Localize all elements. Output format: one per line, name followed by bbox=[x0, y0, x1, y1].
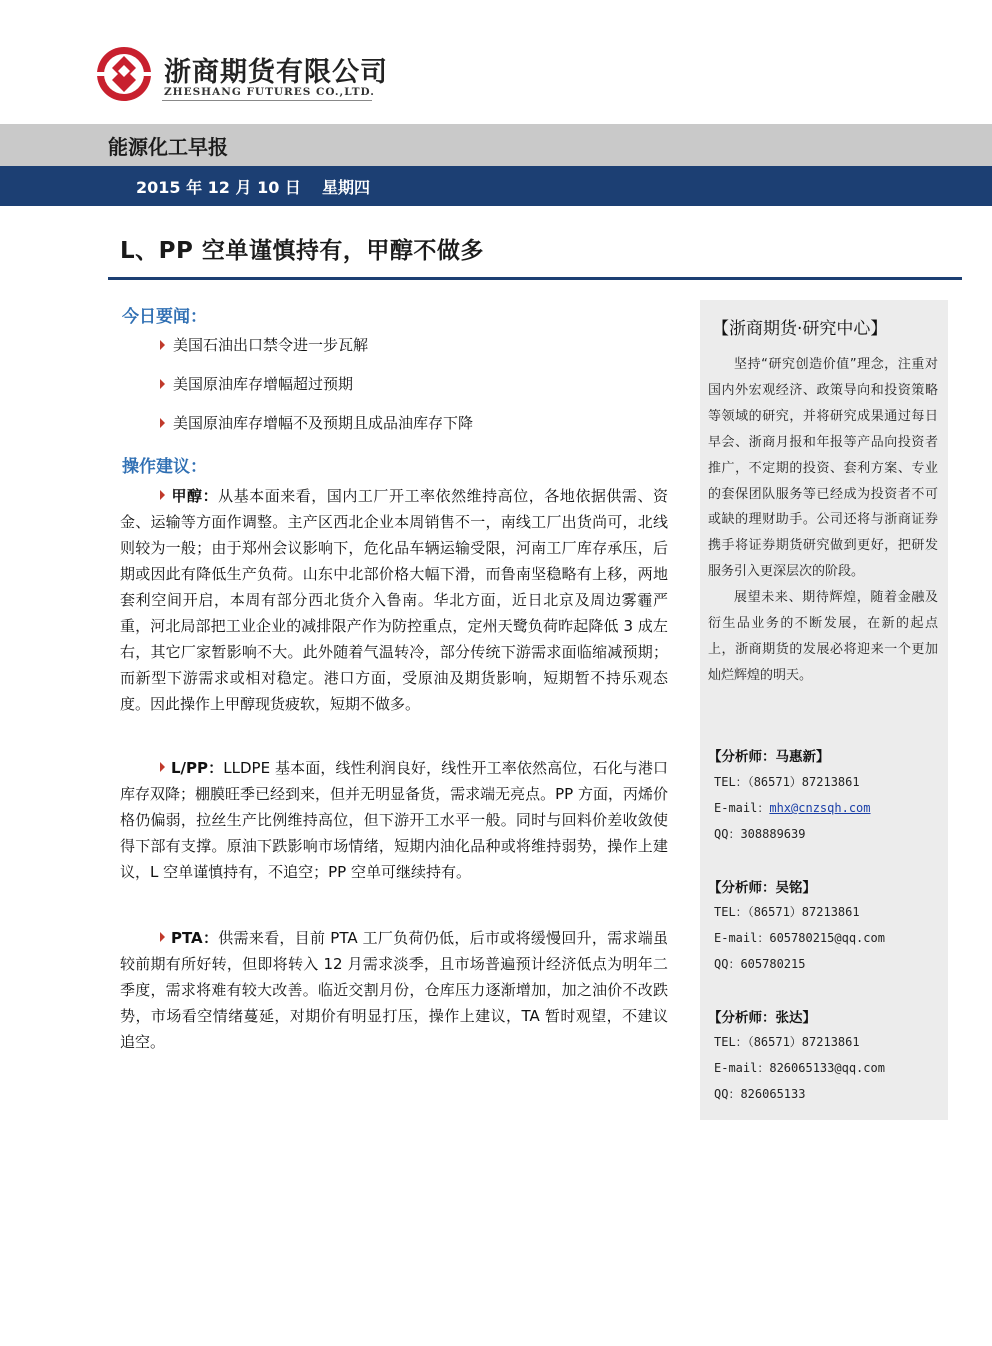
news-item bbox=[160, 334, 368, 355]
methanol-label: 甲醇： bbox=[171, 487, 219, 505]
news-item bbox=[160, 373, 353, 394]
qq-label: QQ： bbox=[714, 1087, 741, 1101]
report-date: 2015 年 12 月 10 日 bbox=[136, 178, 301, 197]
qq-value: 826065133 bbox=[740, 1087, 806, 1101]
lpp-text: LLDPE 基本面，线性利润良好，线性开工率依然高位，石化与港口库存双降；棚膜旺季已经到来，但并无明显备货，需求端无亮点。PP 方面，丙烯价格仍偏弱，拉丝生产比例维持高位，但下游开工水平一般。同时与回料价差收敛使得下部有支撑。原油下跌影响市场情绪，短期内油化品种或将维持弱势，操作上建议，L 空单谨慎持有，不追空；PP 空单可继续持有。 bbox=[120, 759, 669, 881]
email-link[interactable]: mhx@cnzsqh.com bbox=[769, 801, 871, 815]
news-item-text: 美国原油库存增幅不及预期且成品油库存下降 bbox=[173, 414, 474, 432]
analyst-name: 【分析师：马惠新】 bbox=[708, 749, 830, 765]
news-item bbox=[160, 412, 473, 433]
bullet-arrow-icon bbox=[160, 762, 165, 772]
analyst-name: 【分析师：张达】 bbox=[708, 1010, 816, 1026]
tel-label: TEL： bbox=[714, 905, 748, 919]
lpp-label: L/PP： bbox=[171, 759, 224, 777]
logo-divider bbox=[162, 100, 372, 101]
analyst-email bbox=[714, 1059, 885, 1076]
tel-label: TEL： bbox=[714, 775, 748, 789]
bullet-arrow-icon bbox=[160, 340, 165, 350]
report-weekday: 星期四 bbox=[322, 178, 371, 197]
email-label: E-mail： bbox=[714, 801, 770, 815]
qq-value: 605780215 bbox=[740, 957, 806, 971]
analyst-name: 【分析师：吴铭】 bbox=[708, 880, 816, 896]
tel-label: TEL： bbox=[714, 1035, 748, 1049]
company-name-en: ZHESHANG FUTURES CO.,LTD. bbox=[164, 86, 375, 98]
email-value: 605780215@qq.com bbox=[769, 931, 885, 945]
pta-text: 供需来看，目前 PTA 工厂负荷仍低，后市或将缓慢回升，需求端虽较前期有所好转，但即将转入 12 月需求淡季，且市场普遍预计经济低点为明年二季度，需求将难有较大改善。临近交割月份，仓库压力逐渐增加，加之油价不改跌势，市场看空情绪蔓延，对期价有明显打压，操作上建议，TA 暂时观望，不建议追空。 bbox=[120, 929, 669, 1051]
bullet-arrow-icon bbox=[160, 418, 165, 428]
news-item-text: 美国原油库存增幅超过预期 bbox=[173, 375, 354, 393]
analyst-email bbox=[714, 929, 885, 946]
research-center-title: 【浙商期货·研究中心】 bbox=[712, 319, 888, 339]
methanol-paragraph bbox=[120, 483, 668, 717]
news-heading: 今日要闻： bbox=[122, 307, 207, 327]
company-name-cn: 浙商期货有限公司 bbox=[164, 57, 388, 88]
bullet-arrow-icon bbox=[160, 379, 165, 389]
bullet-arrow-icon bbox=[160, 932, 165, 942]
description-paragraph: 坚持“研究创造价值”理念，注重对国内外宏观经济、政策导向和投资策略等领域的研究，并将研究成果通过每日早会、浙商月报和年报等产品向投资者推广，不定期的投资、套利方案、专业的套保团队服务等已经成为投资者不可或缺的理财助手。公司还将与浙商证券携手将证券期货研究做到更好，把研发服务引入更深层次的阶段。 bbox=[708, 357, 938, 580]
qq-value: 308889639 bbox=[740, 827, 806, 841]
bullet-arrow-icon bbox=[160, 490, 165, 500]
lpp-paragraph bbox=[120, 755, 668, 885]
qq-label: QQ： bbox=[714, 827, 741, 841]
news-item-text: 美国石油出口禁令进一步瓦解 bbox=[173, 336, 369, 354]
analyst-qq bbox=[714, 1085, 805, 1102]
pta-label: PTA： bbox=[171, 929, 219, 947]
pta-paragraph bbox=[120, 925, 668, 1055]
email-label: E-mail： bbox=[714, 931, 770, 945]
tel-value: （86571）87213861 bbox=[747, 905, 860, 919]
tel-value: （86571）87213861 bbox=[747, 775, 860, 789]
operations-heading: 操作建议： bbox=[122, 457, 207, 477]
research-center-description bbox=[708, 352, 938, 689]
zheshang-logo-icon bbox=[96, 46, 152, 102]
methanol-text: 从基本面来看，国内工厂开工率依然维持高位，各地依据供需、资金、运输等方面作调整。主产区西北企业本周销售不一，南线工厂出货尚可，北线则较为一般；由于郑州会议影响下，危化品车辆运输受限，河南工厂库存承压，后期或因此有降低生产负荷。山东中北部价格大幅下滑，而鲁南坚稳略有上移，两地套利空间开启，本周有部分西北货介入鲁南。华北方面，近日北京及周边雾霾严重，河北局部把工业企业的减排限产作为防控重点，定州天鹭负荷昨起降低 3 成左右，其它厂家暂影响不大。此外随着气温转冷，部分传统下游需求面临缩减预期；而新型下游需求或相对稳定。港口方面，受原油及期货影响，短期暂不持乐观态度。因此操作上甲醇现货疲软，短期不做多。 bbox=[120, 487, 668, 713]
analyst-tel bbox=[714, 903, 860, 920]
analyst-qq bbox=[714, 955, 805, 972]
email-label: E-mail： bbox=[714, 1061, 770, 1075]
analyst-email bbox=[714, 799, 871, 816]
qq-label: QQ： bbox=[714, 957, 741, 971]
analyst-qq bbox=[714, 825, 805, 842]
analyst-tel bbox=[714, 773, 860, 790]
email-value: 826065133@qq.com bbox=[769, 1061, 885, 1075]
headline-divider bbox=[108, 277, 962, 280]
description-paragraph: 展望未来、期待辉煌，随着金融及衍生品业务的不断发展，在新的起点上，浙商期货的发展必将迎来一个更加灿烂辉煌的明天。 bbox=[708, 590, 938, 683]
tel-value: （86571）87213861 bbox=[747, 1035, 860, 1049]
analyst-tel bbox=[714, 1033, 860, 1050]
headline: L、PP 空单谨慎持有，甲醇不做多 bbox=[120, 238, 484, 264]
report-type-title: 能源化工早报 bbox=[108, 135, 228, 159]
